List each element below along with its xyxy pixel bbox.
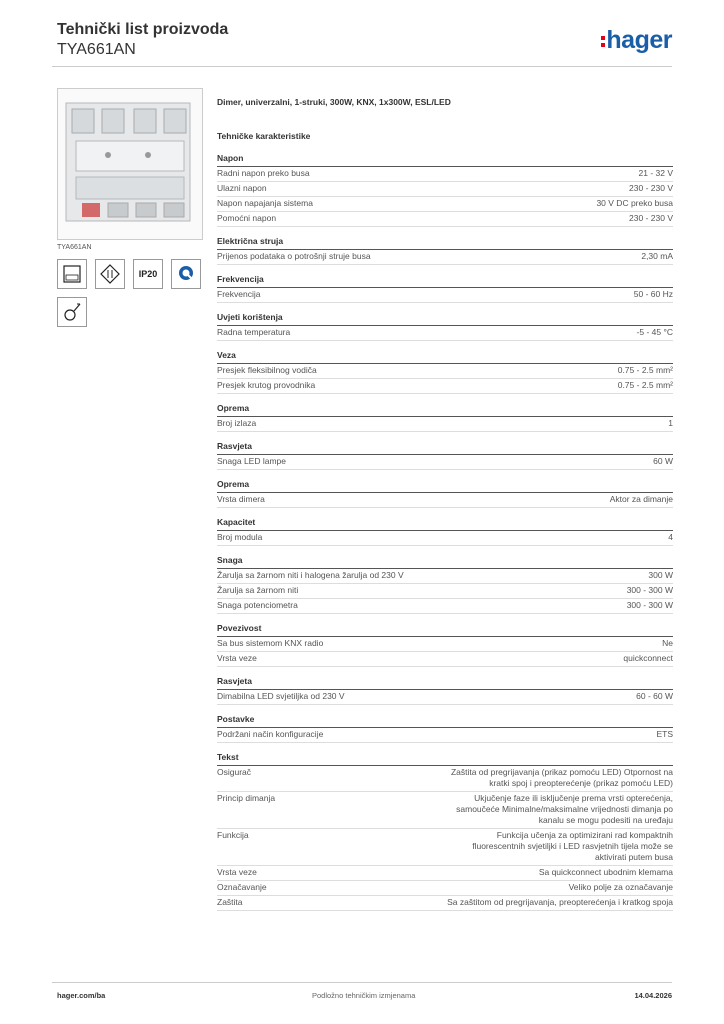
spec-row [217,197,673,212]
spec-key: Zaštita [217,897,243,907]
section-title: Postavke [217,714,673,728]
quickconnect-icon [171,259,201,289]
spec-row [217,766,673,792]
product-image [57,88,203,240]
spec-key: Žarulja sa žarnom niti i halogena žarulja od 230 V [217,570,404,580]
section-title: Napon [217,153,673,167]
spec-value: Sa zaštitom od pregrijavanja, preopterećenja i kratkog spoja [447,897,673,907]
spec-value: 50 - 60 Hz [633,289,673,299]
footer-website-link[interactable]: hager.com/ba [57,991,106,1000]
spec-value: 4 [668,532,673,542]
section-title: Uvjeti korištenja [217,312,673,326]
section-title: Oprema [217,479,673,493]
spec-section [217,714,673,743]
dimmer-module-icon [58,89,203,240]
spec-key: Presjek krutog provodnika [217,380,316,390]
spec-key: Napon napajanja sistema [217,198,313,208]
spec-key: Broj modula [217,532,263,542]
knx-certified-icon [57,259,87,289]
tech-specs-title: Tehničke karakteristike [217,131,311,141]
spec-row [217,829,673,866]
spec-key: Snaga LED lampe [217,456,286,466]
spec-value: 2,30 mA [641,251,673,261]
spec-key: Radna temperatura [217,327,291,337]
spec-value: 1 [668,418,673,428]
section-title: Frekvencija [217,274,673,288]
section-title: Oprema [217,403,673,417]
spec-key: Podržani način konfiguracije [217,729,324,739]
footer-disclaimer: Podložno tehničkim izmjenama [312,991,416,1000]
spec-row [217,379,673,394]
spec-section [217,153,673,227]
spec-value: Ne [662,638,673,648]
spec-key: Funkcija [217,830,249,840]
spec-key: Broj izlaza [217,418,257,428]
spec-value: Aktor za dimanje [609,494,673,504]
spec-key: Prijenos podataka o potrošnji struje busa [217,251,371,261]
section-title: Veza [217,350,673,364]
spec-value: 300 W [648,570,673,580]
spec-key: Osigurač [217,767,252,777]
section-title: Snaga [217,555,673,569]
product-image-label: TYA661AN [57,244,92,251]
spec-key: Snaga potenciometra [217,600,298,610]
section-title: Tekst [217,752,673,766]
ip20-icon [133,259,163,289]
spec-value: 60 W [653,456,673,466]
spec-row [217,417,673,432]
spec-value: Funkcija učenja za optimizirani rad kompaktnih fluorescentnih svjetiljki i LED rasvjetnih tijela može se aktivirati putem busa [472,830,673,862]
spec-key: Princip dimanja [217,793,276,803]
spec-row [217,212,673,227]
spec-key: Ulazni napon [217,183,267,193]
spec-panel [217,97,673,920]
spec-row [217,792,673,829]
product-description: Dimer, univerzalni, 1-struki, 300W, KNX, 1x300W, ESL/LED [217,97,451,107]
section-title: Električna struja [217,236,673,250]
footer-date: 14.04.2026 [634,991,672,1000]
spec-value: Sa quickconnect ubodnim klemama [538,867,673,877]
spec-value: Ukjučenje faze ili isključenje prema vrsti opterećenja, samoučeće Minimalne/maksimalne vrijednosti dimanja po kanalu se mogu podesiti na uređaju [456,793,673,825]
spec-section [217,312,673,341]
spec-key: Označavanje [217,882,267,892]
section-title: Rasvjeta [217,676,673,690]
spec-section [217,623,673,667]
section-title: Rasvjeta [217,441,673,455]
spec-row [217,326,673,341]
spec-row [217,599,673,614]
spec-key: Vrsta veze [217,653,257,663]
spec-key: Vrsta dimera [217,494,265,504]
spec-value: quickconnect [623,653,673,663]
spec-row [217,364,673,379]
spec-row [217,455,673,470]
spec-key: Žarulja sa žarnom niti [217,585,299,595]
spec-row [217,584,673,599]
section-title: Povezivost [217,623,673,637]
logo-dots-icon [601,33,605,50]
hager-logo[interactable] [601,26,672,55]
spec-row [217,531,673,546]
spec-row [217,250,673,265]
spec-section [217,752,673,911]
spec-row [217,493,673,508]
spec-row [217,866,673,881]
spec-row [217,288,673,303]
spec-value: Veliko polje za označavanje [568,882,673,892]
product-panel [57,88,203,327]
spec-value: 230 - 230 V [629,213,673,223]
spec-row [217,652,673,667]
spec-key: Pomoćni napon [217,213,277,223]
spec-key: Sa bus sistemom KNX radio [217,638,324,648]
spec-key: Presjek fleksibilnog vodiča [217,365,317,375]
spec-section [217,350,673,394]
spec-section [217,274,673,303]
spec-row [217,167,673,182]
logo-text: hager [606,26,672,54]
spec-row [217,690,673,705]
spec-value: -5 - 45 °C [636,327,673,337]
spec-section [217,236,673,265]
spec-section [217,479,673,508]
spec-row [217,728,673,743]
spec-value: 0.75 - 2.5 mm² [617,365,673,375]
spec-section [217,441,673,470]
spec-value: 21 - 32 V [638,168,673,178]
spec-key: Frekvencija [217,289,261,299]
spec-section [217,517,673,546]
spec-section [217,555,673,614]
spec-row [217,896,673,911]
spec-key: Radni napon preko busa [217,168,310,178]
spec-value: Zaštita od pregrijavanja (prikaz pomoću LED) Otpornost na kratki spoj i preopterećenje (prikaz pomoću LED) [450,767,673,788]
section-title: Kapacitet [217,517,673,531]
spec-row [217,569,673,584]
certification-icons [57,259,203,327]
spec-value: 60 - 60 W [636,691,673,701]
dimmer-symbol-icon [57,297,87,327]
spec-row [217,182,673,197]
product-code: TYA661AN [57,41,136,58]
spec-value: 300 - 300 W [626,585,673,595]
page-title: Tehnički list proizvoda [57,21,229,38]
spec-key: Vrsta veze [217,867,257,877]
spec-section [217,403,673,432]
spec-value: 230 - 230 V [629,183,673,193]
spec-key: Dimabilna LED svjetiljka od 230 V [217,691,345,701]
spec-value: ETS [656,729,673,739]
double-insulation-icon [95,259,125,289]
spec-value: 30 V DC preko busa [596,198,673,208]
spec-sections [217,153,673,911]
footer-divider [52,982,672,983]
spec-value: 300 - 300 W [626,600,673,610]
page-header [57,20,672,60]
spec-row [217,637,673,652]
header-divider [52,66,672,67]
ip-rating: IP20 [138,269,158,279]
spec-value: 0.75 - 2.5 mm² [617,380,673,390]
spec-section [217,676,673,705]
spec-row [217,881,673,896]
